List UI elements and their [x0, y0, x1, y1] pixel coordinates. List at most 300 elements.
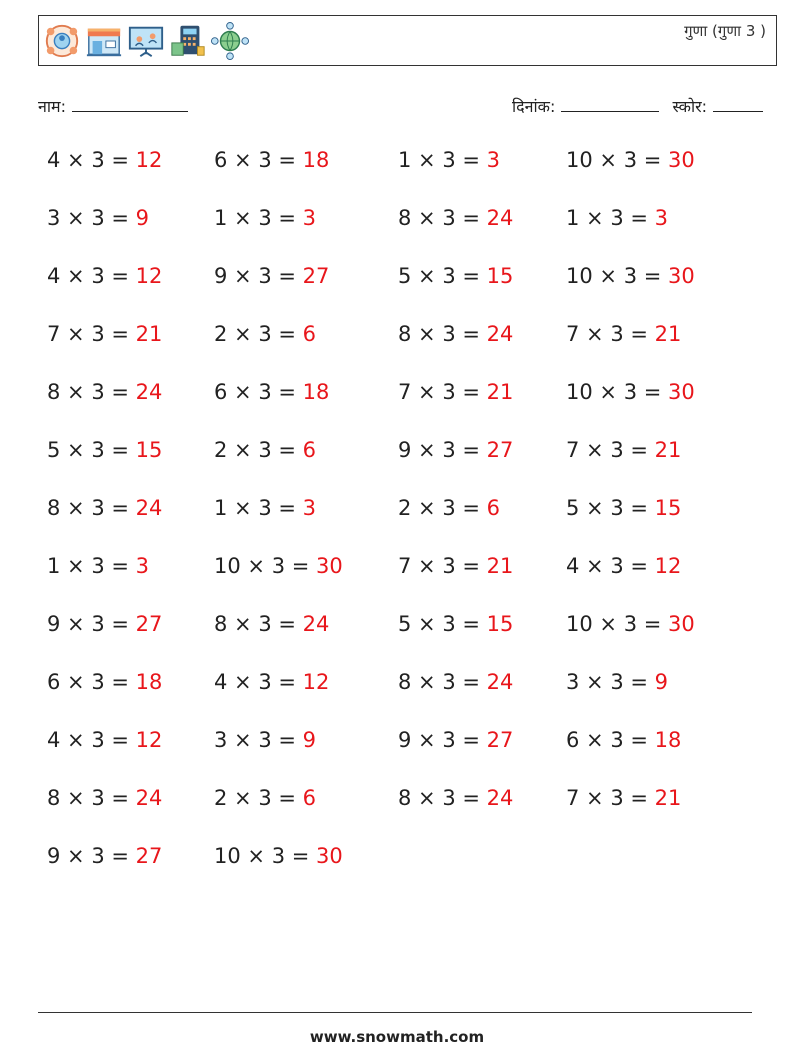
score-blank[interactable]	[713, 94, 763, 112]
multiplication-problem	[566, 786, 681, 810]
operand-a: 8	[214, 612, 228, 636]
answer: 6	[302, 438, 317, 462]
answer: 12	[135, 728, 163, 752]
times-sign: ×	[60, 844, 92, 868]
times-sign: ×	[60, 438, 92, 462]
operand-b: 3	[91, 496, 105, 520]
answer: 27	[135, 844, 163, 868]
times-sign: ×	[60, 786, 92, 810]
multiplication-problem	[398, 728, 513, 752]
multiplication-problem	[398, 670, 513, 694]
times-sign: ×	[60, 206, 92, 230]
operand-b: 3	[442, 496, 456, 520]
operand-b: 3	[610, 322, 624, 346]
times-sign: ×	[579, 670, 611, 694]
times-sign: ×	[579, 728, 611, 752]
times-sign: ×	[592, 380, 624, 404]
operand-b: 3	[442, 786, 456, 810]
operand-b: 3	[91, 728, 105, 752]
equals-sign: =	[271, 264, 303, 288]
operand-a: 8	[47, 380, 61, 404]
answer: 30	[316, 554, 343, 578]
equals-sign: =	[104, 206, 136, 230]
operand-a: 9	[47, 612, 61, 636]
name-field[interactable]	[38, 94, 188, 117]
times-sign: ×	[592, 264, 624, 288]
operand-a: 10	[214, 844, 241, 868]
multiplication-problem	[47, 322, 162, 346]
multiplication-problem	[47, 380, 162, 404]
answer: 6	[302, 322, 317, 346]
problem-row	[0, 314, 794, 372]
operand-b: 3	[258, 148, 272, 172]
answer: 3	[302, 496, 317, 520]
answer: 9	[135, 206, 150, 230]
operand-b: 3	[623, 148, 638, 172]
equals-sign: =	[455, 786, 487, 810]
multiplication-problem	[214, 380, 329, 404]
equals-sign: =	[455, 554, 487, 578]
equals-sign: =	[455, 380, 487, 404]
operand-b: 3	[91, 554, 105, 578]
operand-a: 10	[566, 380, 593, 404]
multiplication-problem	[214, 728, 316, 752]
times-sign: ×	[411, 206, 443, 230]
multiplication-problem	[566, 670, 668, 694]
multiplication-problem	[566, 322, 681, 346]
answer: 6	[486, 496, 501, 520]
equals-sign: =	[271, 786, 303, 810]
problem-row	[0, 778, 794, 836]
equals-sign: =	[271, 206, 303, 230]
answer: 30	[668, 264, 695, 288]
equals-sign: =	[637, 612, 669, 636]
times-sign: ×	[579, 554, 611, 578]
operand-a: 8	[398, 322, 412, 346]
equals-sign: =	[285, 554, 317, 578]
operand-b: 3	[610, 786, 624, 810]
problem-row	[0, 372, 794, 430]
times-sign: ×	[579, 438, 611, 462]
operand-a: 7	[47, 322, 61, 346]
operand-a: 5	[566, 496, 580, 520]
times-sign: ×	[227, 612, 259, 636]
equals-sign: =	[271, 612, 303, 636]
times-sign: ×	[60, 380, 92, 404]
multiplication-problem	[398, 554, 513, 578]
operand-a: 10	[566, 148, 593, 172]
times-sign: ×	[60, 554, 92, 578]
times-sign: ×	[227, 438, 259, 462]
operand-a: 1	[566, 206, 580, 230]
problem-row	[0, 140, 794, 198]
presentation-board-icon	[127, 22, 165, 60]
equals-sign: =	[623, 670, 655, 694]
equals-sign: =	[104, 380, 136, 404]
times-sign: ×	[60, 496, 92, 520]
worksheet-title: गुणा (गुणा 3 )	[684, 22, 766, 40]
equals-sign: =	[455, 206, 487, 230]
times-sign: ×	[227, 264, 259, 288]
operand-a: 9	[398, 728, 412, 752]
times-sign: ×	[60, 322, 92, 346]
operand-b: 3	[91, 148, 105, 172]
answer: 15	[654, 496, 682, 520]
problem-row	[0, 662, 794, 720]
score-label: स्कोर:	[672, 97, 708, 116]
equals-sign: =	[455, 728, 487, 752]
operand-a: 4	[47, 264, 61, 288]
operand-a: 1	[214, 496, 228, 520]
answer: 24	[135, 786, 163, 810]
equals-sign: =	[623, 728, 655, 752]
operand-b: 3	[258, 612, 272, 636]
times-sign: ×	[411, 786, 443, 810]
multiplication-problem	[47, 148, 162, 172]
operand-a: 6	[47, 670, 61, 694]
operand-b: 3	[610, 728, 624, 752]
times-sign: ×	[579, 206, 611, 230]
multiplication-problem	[398, 148, 500, 172]
times-sign: ×	[579, 496, 611, 520]
times-sign: ×	[579, 322, 611, 346]
times-sign: ×	[227, 496, 259, 520]
equals-sign: =	[104, 612, 136, 636]
answer: 3	[654, 206, 669, 230]
footer-divider	[38, 1012, 752, 1013]
answer: 18	[135, 670, 163, 694]
operand-b: 3	[258, 670, 272, 694]
multiplication-problem	[566, 206, 668, 230]
multiplication-problem	[214, 844, 343, 868]
operand-a: 4	[214, 670, 228, 694]
operand-a: 7	[398, 380, 412, 404]
operand-a: 7	[566, 322, 580, 346]
multiplication-problem	[566, 554, 681, 578]
multiplication-problem	[47, 264, 162, 288]
equals-sign: =	[637, 148, 669, 172]
times-sign: ×	[60, 612, 92, 636]
operand-a: 8	[398, 206, 412, 230]
equals-sign: =	[271, 380, 303, 404]
operand-b: 3	[258, 496, 272, 520]
times-sign: ×	[227, 322, 259, 346]
answer: 3	[486, 148, 501, 172]
multiplication-problem	[566, 148, 695, 172]
operand-b: 3	[258, 728, 272, 752]
operand-b: 3	[258, 438, 272, 462]
multiplication-problem	[398, 496, 500, 520]
operand-a: 7	[566, 438, 580, 462]
operand-b: 3	[442, 438, 456, 462]
operand-b: 3	[610, 206, 624, 230]
answer: 21	[654, 322, 682, 346]
operand-b: 3	[610, 554, 624, 578]
operand-a: 5	[398, 264, 412, 288]
equals-sign: =	[271, 728, 303, 752]
times-sign: ×	[227, 786, 259, 810]
operand-b: 3	[258, 206, 272, 230]
calculator-money-icon	[169, 22, 207, 60]
name-blank[interactable]	[72, 94, 188, 112]
operand-b: 3	[91, 438, 105, 462]
answer: 21	[654, 438, 682, 462]
operand-a: 4	[47, 728, 61, 752]
times-sign: ×	[592, 612, 624, 636]
answer: 30	[668, 380, 695, 404]
equals-sign: =	[455, 322, 487, 346]
operand-b: 3	[623, 264, 638, 288]
equals-sign: =	[271, 670, 303, 694]
operand-b: 3	[258, 786, 272, 810]
multiplication-problem	[398, 264, 513, 288]
times-sign: ×	[227, 728, 259, 752]
operand-b: 3	[442, 264, 456, 288]
times-sign: ×	[60, 148, 92, 172]
equals-sign: =	[271, 496, 303, 520]
multiplication-problem	[398, 438, 513, 462]
equals-sign: =	[104, 496, 136, 520]
operand-a: 10	[214, 554, 241, 578]
times-sign: ×	[411, 670, 443, 694]
equals-sign: =	[104, 844, 136, 868]
operand-a: 4	[566, 554, 580, 578]
date-blank[interactable]	[561, 94, 659, 112]
multiplication-problem	[566, 728, 681, 752]
multiplication-problem	[214, 438, 316, 462]
multiplication-problem	[214, 148, 329, 172]
answer: 3	[302, 206, 317, 230]
times-sign: ×	[592, 148, 624, 172]
equals-sign: =	[637, 264, 669, 288]
equals-sign: =	[104, 264, 136, 288]
equals-sign: =	[637, 380, 669, 404]
operand-b: 3	[442, 206, 456, 230]
multiplication-problem	[47, 612, 162, 636]
multiplication-problem	[47, 786, 162, 810]
answer: 15	[486, 264, 514, 288]
multiplication-problem	[47, 670, 162, 694]
equals-sign: =	[104, 438, 136, 462]
operand-b: 3	[258, 264, 272, 288]
times-sign: ×	[60, 728, 92, 752]
times-sign: ×	[240, 844, 272, 868]
multiplication-problem	[214, 264, 329, 288]
operand-a: 2	[214, 322, 228, 346]
operand-b: 3	[610, 438, 624, 462]
times-sign: ×	[227, 380, 259, 404]
operand-a: 10	[566, 612, 593, 636]
times-sign: ×	[411, 264, 443, 288]
equals-sign: =	[455, 148, 487, 172]
operand-a: 1	[214, 206, 228, 230]
answer: 27	[135, 612, 163, 636]
equals-sign: =	[271, 322, 303, 346]
worksheet-header	[38, 15, 777, 66]
multiplication-problem	[566, 264, 695, 288]
answer: 24	[486, 322, 514, 346]
equals-sign: =	[104, 670, 136, 694]
date-label: दिनांक:	[512, 97, 556, 116]
multiplication-problem	[398, 322, 513, 346]
operand-b: 3	[258, 322, 272, 346]
operand-a: 7	[398, 554, 412, 578]
date-score-fields	[512, 94, 763, 117]
answer: 9	[302, 728, 317, 752]
problem-row	[0, 546, 794, 604]
people-network-icon	[43, 22, 81, 60]
times-sign: ×	[579, 786, 611, 810]
multiplication-problem	[566, 380, 695, 404]
answer: 30	[668, 148, 695, 172]
answer: 24	[135, 380, 163, 404]
equals-sign: =	[455, 670, 487, 694]
operand-b: 3	[258, 380, 272, 404]
operand-a: 9	[398, 438, 412, 462]
operand-b: 3	[91, 264, 105, 288]
problem-row	[0, 488, 794, 546]
problem-row	[0, 604, 794, 662]
answer: 30	[668, 612, 695, 636]
operand-b: 3	[91, 670, 105, 694]
answer: 21	[486, 554, 514, 578]
operand-b: 3	[91, 786, 105, 810]
name-label: नाम:	[38, 97, 66, 116]
answer: 27	[486, 728, 514, 752]
operand-b: 3	[610, 496, 624, 520]
answer: 21	[486, 380, 514, 404]
operand-b: 3	[442, 670, 456, 694]
operand-a: 3	[47, 206, 61, 230]
operand-a: 8	[47, 496, 61, 520]
problem-grid	[0, 140, 794, 894]
answer: 24	[486, 786, 514, 810]
operand-b: 3	[442, 554, 456, 578]
multiplication-problem	[214, 554, 343, 578]
operand-b: 3	[623, 380, 638, 404]
answer: 12	[135, 148, 163, 172]
multiplication-problem	[47, 496, 162, 520]
equals-sign: =	[623, 496, 655, 520]
answer: 24	[486, 206, 514, 230]
multiplication-problem	[398, 380, 513, 404]
operand-a: 8	[398, 786, 412, 810]
problem-row	[0, 198, 794, 256]
times-sign: ×	[411, 322, 443, 346]
operand-b: 3	[442, 322, 456, 346]
operand-b: 3	[442, 148, 456, 172]
operand-b: 3	[442, 728, 456, 752]
multiplication-problem	[47, 438, 162, 462]
times-sign: ×	[411, 148, 443, 172]
multiplication-problem	[566, 438, 681, 462]
answer: 27	[302, 264, 330, 288]
operand-a: 2	[214, 438, 228, 462]
multiplication-problem	[214, 322, 316, 346]
operand-a: 2	[398, 496, 412, 520]
answer: 24	[135, 496, 163, 520]
operand-a: 7	[566, 786, 580, 810]
multiplication-problem	[47, 206, 149, 230]
answer: 15	[135, 438, 163, 462]
multiplication-problem	[398, 786, 513, 810]
multiplication-problem	[47, 554, 149, 578]
operand-a: 8	[398, 670, 412, 694]
answer: 27	[486, 438, 514, 462]
multiplication-problem	[398, 206, 513, 230]
times-sign: ×	[60, 264, 92, 288]
multiplication-problem	[47, 728, 162, 752]
equals-sign: =	[623, 206, 655, 230]
equals-sign: =	[623, 322, 655, 346]
operand-a: 5	[398, 612, 412, 636]
answer: 21	[135, 322, 163, 346]
operand-a: 3	[214, 728, 228, 752]
answer: 24	[302, 612, 330, 636]
equals-sign: =	[271, 438, 303, 462]
operand-b: 3	[271, 554, 286, 578]
store-icon	[85, 22, 123, 60]
equals-sign: =	[104, 786, 136, 810]
times-sign: ×	[411, 554, 443, 578]
operand-a: 1	[47, 554, 61, 578]
operand-a: 9	[47, 844, 61, 868]
footer-url[interactable]: www.snowmath.com	[309, 1028, 485, 1046]
times-sign: ×	[60, 670, 92, 694]
operand-b: 3	[442, 380, 456, 404]
answer: 3	[135, 554, 150, 578]
times-sign: ×	[411, 380, 443, 404]
problem-row	[0, 836, 794, 894]
operand-a: 9	[214, 264, 228, 288]
times-sign: ×	[227, 670, 259, 694]
problem-row	[0, 430, 794, 488]
multiplication-problem	[398, 612, 513, 636]
header-icons	[43, 22, 249, 60]
multiplication-problem	[214, 670, 329, 694]
operand-a: 6	[214, 148, 228, 172]
multiplication-problem	[214, 496, 316, 520]
answer: 12	[135, 264, 163, 288]
answer: 30	[316, 844, 343, 868]
equals-sign: =	[104, 322, 136, 346]
operand-a: 10	[566, 264, 593, 288]
equals-sign: =	[271, 148, 303, 172]
operand-a: 4	[47, 148, 61, 172]
equals-sign: =	[104, 554, 136, 578]
operand-a: 2	[214, 786, 228, 810]
operand-a: 1	[398, 148, 412, 172]
operand-a: 6	[214, 380, 228, 404]
globe-network-icon	[211, 22, 249, 60]
answer: 24	[486, 670, 514, 694]
times-sign: ×	[411, 612, 443, 636]
multiplication-problem	[214, 786, 316, 810]
multiplication-problem	[566, 612, 695, 636]
answer: 6	[302, 786, 317, 810]
equals-sign: =	[104, 148, 136, 172]
operand-b: 3	[91, 380, 105, 404]
equals-sign: =	[623, 438, 655, 462]
multiplication-problem	[47, 844, 162, 868]
times-sign: ×	[227, 206, 259, 230]
operand-b: 3	[623, 612, 638, 636]
answer: 12	[302, 670, 330, 694]
equals-sign: =	[285, 844, 317, 868]
multiplication-problem	[566, 496, 681, 520]
operand-b: 3	[91, 206, 105, 230]
operand-b: 3	[610, 670, 624, 694]
